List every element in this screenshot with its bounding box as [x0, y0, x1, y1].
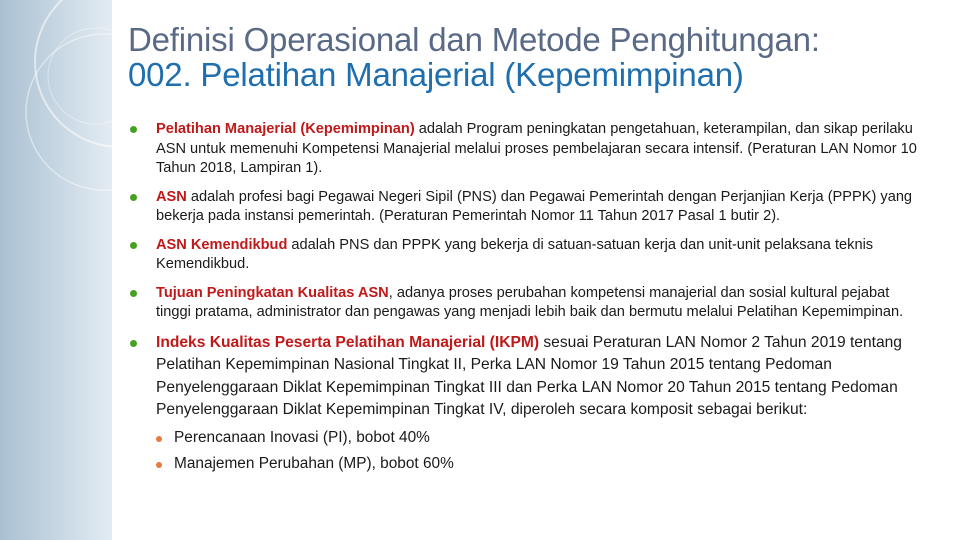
- term: Indeks Kualitas Peserta Pelatihan Manajerial (IKPM): [156, 333, 540, 351]
- definition: adalah profesi bagi Pegawai Negeri Sipil (PNS) dan Pegawai Pemerintah dengan Perjanjian Kerja (PPPK) yang bekerja pada instansi pemerintah. (Peraturan Pemerintah Nomor 11 Tahun 2017 Pasal 1 butir 2).: [156, 188, 913, 224]
- item-text: [156, 284, 928, 323]
- list-item: [128, 332, 928, 474]
- bullet-icon: [130, 126, 137, 133]
- bullet-list: [128, 120, 928, 483]
- sub-bullet-icon: [156, 462, 162, 468]
- definition: adalah PNS dan PPPK yang bekerja di satuan-satuan kerja dan unit-unit pelaksana teknis Kemendikbud.: [156, 236, 874, 272]
- item-text: [156, 332, 928, 422]
- list-item: [128, 236, 928, 275]
- title-line-1: Definisi Operasional dan Metode Penghitungan:: [128, 21, 820, 58]
- definition: sesuai Peraturan LAN Nomor 2 Tahun 2019 tentang Pelatihan Kepemimpinan Nasional Tingkat II, Perka LAN Nomor 19 Tahun 2015 tentang Pedoman Penyelenggaraan Diklat Kepemimpinan Tingkat III dan Perka LAN Nomor 20 Tahun 2015 tentang Pedoman Penyelenggaraan Diklat Kepemimpinan Tingkat IV, diperoleh secara komposit sebagai berikut:: [156, 333, 902, 418]
- definition: adalah Program peningkatan pengetahuan, keterampilan, dan sikap perilaku ASN untuk memenuhi Kompetensi Manajerial melalui proses pembelajaran secara intensif. (Peraturan LAN Nomor 10 Tahun 2018, Lampiran 1).: [156, 121, 917, 176]
- list-item: [128, 284, 928, 323]
- item-text: [156, 120, 928, 179]
- slide-title: [128, 22, 928, 92]
- definition: , adanya proses perubahan kompetensi manajerial dan sosial kultural pejabat tinggi pratama, administrator dan pengawas yang menjadi lebih baik dan bermutu melalui Pelatihan Kepemimpinan.: [156, 284, 904, 320]
- bullet-icon: [130, 340, 137, 347]
- term: ASN: [156, 188, 187, 205]
- list-item: [128, 120, 928, 179]
- decorative-circles: [0, 0, 112, 540]
- list-item: [128, 188, 928, 227]
- bullet-icon: [130, 242, 137, 249]
- bullet-icon: [130, 194, 137, 201]
- item-text: [156, 236, 928, 275]
- item-text: [156, 188, 928, 227]
- bullet-icon: [130, 290, 137, 297]
- sub-list-item: [156, 428, 928, 448]
- sub-list-item: [156, 454, 928, 474]
- term: Pelatihan Manajerial (Kepemimpinan): [156, 121, 415, 137]
- term: Tujuan Peningkatan Kualitas ASN: [156, 284, 389, 301]
- term: ASN Kemendikbud: [156, 236, 288, 253]
- decorative-side-band: [0, 0, 112, 540]
- sub-item-text: Perencanaan Inovasi (PI), bobot 40%: [174, 428, 430, 446]
- sub-bullet-icon: [156, 436, 162, 442]
- sub-item-text: Manajemen Perubahan (MP), bobot 60%: [174, 454, 454, 472]
- title-line-2: 002. Pelatihan Manajerial (Kepemimpinan): [128, 56, 744, 93]
